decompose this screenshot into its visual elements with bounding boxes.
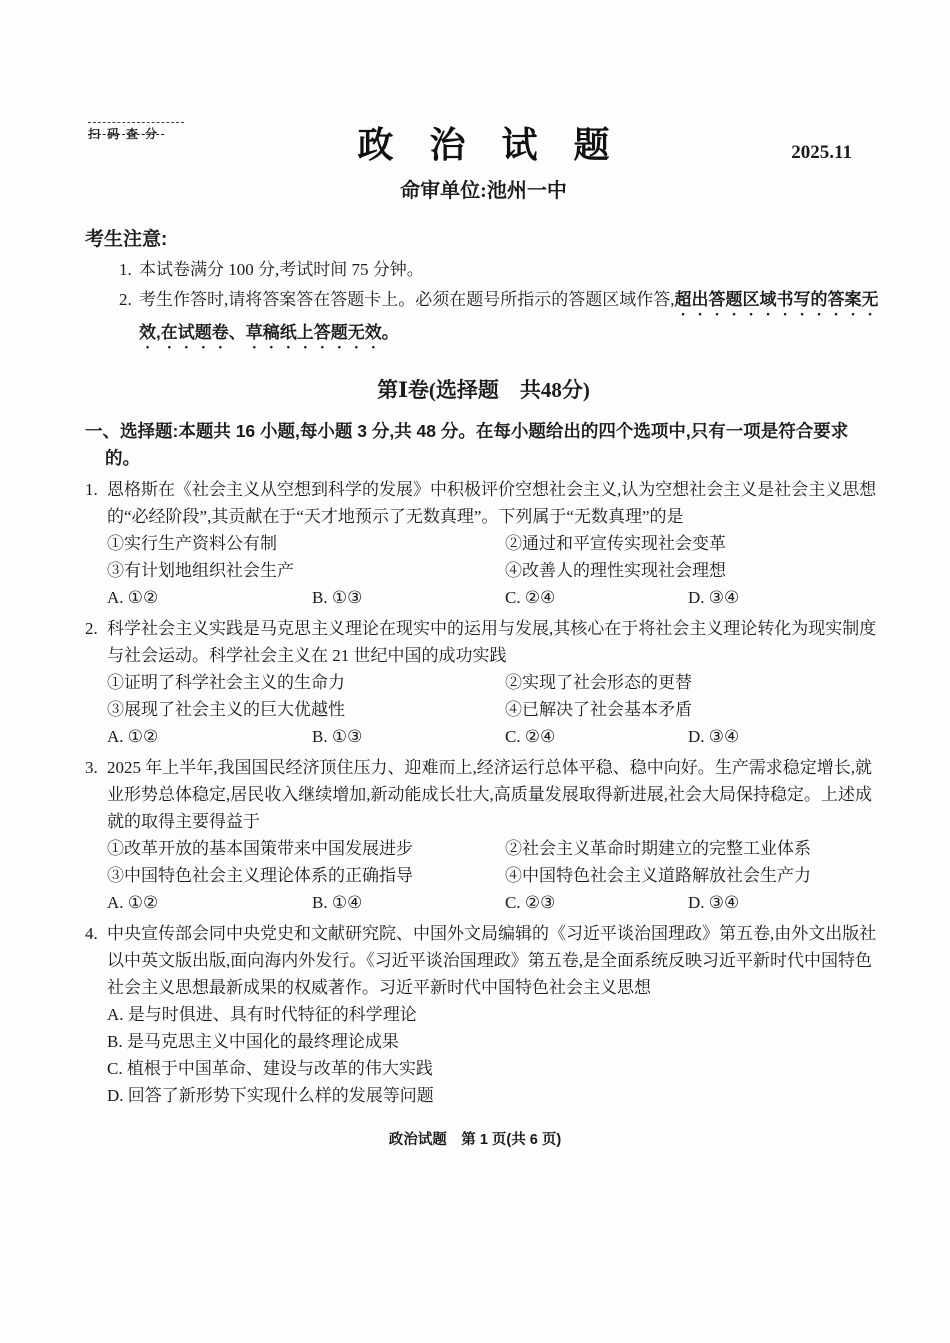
option-item: ②通过和平宣传实现社会变革 [505, 534, 726, 553]
exam-unit: 命审单位:池州一中 [400, 180, 567, 202]
notice-item-2 [85, 286, 882, 352]
option-line-b: B. 是马克思主义中国化的最终理论成果 [107, 1032, 399, 1051]
notice-item-1 [85, 256, 882, 283]
question-4 [85, 920, 882, 1109]
option-item: ③展现了社会主义的巨大优越性 [107, 700, 345, 719]
question-number: 1. [85, 480, 98, 499]
option-pair-grid [85, 530, 882, 584]
question-stem: 2025 年上半年,我国国民经济顶住压力、迎难而上,经济运行总体平稳、稳中向好。生产需求稳定增长,就业形势总体稳定,居民收入继续增加,新动能成长壮大,高质量发展取得新进展,社会大局保持稳定。上述成就的取得主要得益于 [107, 758, 872, 831]
option-item: ①证明了科学社会主义的生命力 [107, 673, 345, 692]
scan-code-mark: 扫码查分 [88, 122, 184, 142]
notice-item-text: 本试卷满分 100 分,考试时间 75 分钟。 [139, 260, 424, 279]
notice-item-prefix: 考生作答时,请将答案答在答题卡上。必须在题号所指示的答题区域作答, [139, 290, 675, 309]
answer-choice-c: C. ②④ [505, 588, 556, 607]
option-pair-grid [85, 669, 882, 723]
option-item: ①实行生产资料公有制 [107, 534, 277, 553]
answer-row [85, 889, 882, 916]
section-instructions: 一、选择题:本题共 16 小题,每小题 3 分,共 48 分。在每小题给出的四个选项中,只有一项是符合要求的。 [85, 421, 849, 468]
notice-item-number: 2. [119, 290, 132, 309]
page-title: 政 治 试 题 [357, 124, 610, 165]
page-content [0, 124, 950, 1109]
paper-header [85, 124, 882, 166]
option-item: ④已解决了社会基本矛盾 [505, 700, 692, 719]
answer-row [85, 584, 882, 611]
notice-heading: 考生注意: [85, 229, 168, 250]
option-item: ④改善人的理性实现社会理想 [505, 561, 726, 580]
question-stem: 中央宣传部会同中央党史和文献研究院、中国外文局编辑的《习近平谈治国理政》第五卷,由外文出版社以中英文版出版,面向海内外发行。《习近平谈治国理政》第五卷,是全面系统反映习近平新时代中国特色社会主义思想最新成果的权威著作。习近平新时代中国特色社会主义思想 [107, 924, 877, 997]
answer-row [85, 723, 882, 750]
answer-choice-a: A. ①② [107, 588, 159, 607]
option-item: ③中国特色社会主义理论体系的正确指导 [107, 866, 413, 885]
answer-choice-b: B. ①③ [312, 727, 363, 746]
option-list [85, 1001, 882, 1109]
option-item: ④中国特色社会主义道路解放社会生产力 [505, 866, 811, 885]
answer-choice-a: A. ①② [107, 727, 159, 746]
answer-choice-d: D. ③④ [688, 893, 740, 912]
question-number: 2. [85, 619, 98, 638]
answer-choice-a: A. ①② [107, 893, 159, 912]
answer-choice-c: C. ②③ [505, 893, 556, 912]
option-line-a: A. 是与时俱进、具有时代特征的科学理论 [107, 1005, 417, 1024]
notice-item-text [139, 286, 882, 352]
question-number: 3. [85, 758, 98, 777]
option-item: ①改革开放的基本国策带来中国发展进步 [107, 839, 413, 858]
notice-item-number: 1. [119, 260, 132, 279]
option-item: ③有计划地组织社会生产 [107, 561, 294, 580]
option-pair-grid [85, 835, 882, 889]
answer-choice-b: B. ①④ [312, 893, 363, 912]
option-line-d: D. 回答了新形势下实现什么样的发展等问题 [107, 1086, 434, 1105]
question-1 [85, 476, 882, 611]
option-item: ②实现了社会形态的更替 [505, 673, 692, 692]
candidate-notice [85, 226, 882, 352]
answer-choice-d: D. ③④ [688, 727, 740, 746]
option-item: ②社会主义革命时期建立的完整工业体系 [505, 839, 811, 858]
question-stem-row [85, 476, 882, 530]
answer-choice-c: C. ②④ [505, 727, 556, 746]
page-footer: 政治试题 第 1 页(共 6 页) [388, 1132, 562, 1148]
volume-title: 第Ⅰ卷(选择题 共48分) [377, 378, 590, 402]
question-stem-row [85, 920, 882, 1001]
option-line-c: C. 植根于中国革命、建设与改革的伟大实践 [107, 1059, 433, 1078]
answer-choice-b: B. ①③ [312, 588, 363, 607]
question-stem: 科学社会主义实践是马克思主义理论在现实中的运用与发展,其核心在于将社会主义理论转化为现实制度与社会运动。科学社会主义在 21 世纪中国的成功实践 [107, 619, 877, 665]
exam-date: 2025.11 [791, 142, 852, 163]
question-3 [85, 754, 882, 916]
question-2 [85, 615, 882, 750]
question-stem: 恩格斯在《社会主义从空想到科学的发展》中积极评价空想社会主义,认为空想社会主义是社会主义思想的“必经阶段”,其贡献在于“天才地预示了无数真理”。下列属于“无数真理”的是 [107, 480, 877, 526]
emphasized-text: 超出答题区域书写的答案无效,在试题卷、草稿纸上答题无效。 [139, 290, 879, 342]
question-stem-row [85, 754, 882, 835]
answer-choice-d: D. ③④ [688, 588, 740, 607]
question-number: 4. [85, 924, 98, 943]
question-stem-row [85, 615, 882, 669]
